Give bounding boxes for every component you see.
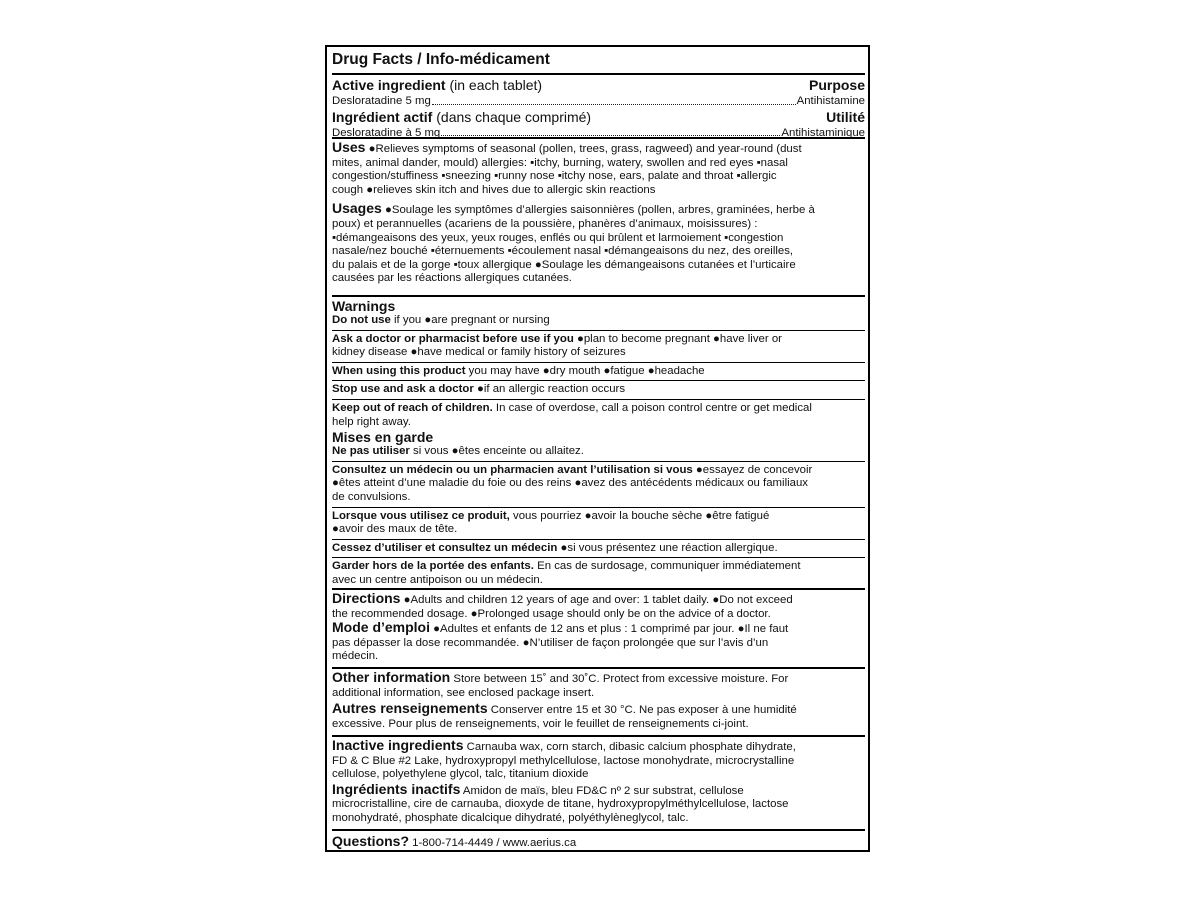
usages-text-line: poux) et perannuelles (acariens de la poussière, phanères d’animaux, moisissures) : bbox=[332, 217, 758, 230]
uses-text-line: mites, animal dander, mould) allergies: ▪itchy, burning, watery, swollen and red eyes ▪nasal bbox=[332, 156, 788, 169]
active-ingredient-heading: Active ingredient bbox=[332, 77, 446, 93]
questions-section bbox=[332, 831, 865, 852]
drug-facts-title: Drug Facts / Info-médicament bbox=[332, 51, 550, 68]
ingredient-actif-paren: (dans chaque comprimé) bbox=[432, 108, 592, 125]
warnings-heading: Warnings bbox=[332, 298, 396, 314]
autres-renseignements-heading: Autres renseignements bbox=[332, 700, 488, 717]
active-ingredient-name: Desloratadine 5 mg bbox=[332, 95, 431, 107]
mise-en-garde-garder-hors: Garder hors de la portée des enfants. En cas de surdosage, communiquer immédiatement avec un centre antipoison ou un médecin. bbox=[332, 560, 801, 586]
mise-en-garde-cessez: Cessez d’utiliser et consultez un médecin ●si vous présentez une réaction allergique. bbox=[332, 540, 865, 559]
ingredients-inactifs-heading: Ingrédients inactifs bbox=[332, 780, 461, 797]
directions-heading: Directions bbox=[332, 590, 401, 606]
usages-text-line: causées par les réactions allergiques cutanées. bbox=[332, 272, 572, 285]
uses-section bbox=[332, 139, 865, 297]
mise-en-garde-lorsque: Lorsque vous utilisez ce produit, vous pourriez ●avoir la bouche sèche ●être fatigué ●avoir des maux de tête. bbox=[332, 508, 865, 540]
ingredient-actif-name: Desloratadine à 5 mg bbox=[332, 126, 441, 139]
warning-stop-use: Stop use and ask a doctor ●if an allergic reaction occurs bbox=[332, 381, 865, 400]
mode-emploi-heading: Mode d’emploi bbox=[332, 619, 430, 636]
other-information-section: Other information Store between 15˚ and 30˚C. Protect from excessive moisture. For additional information, see enclosed package insert. Autres renseignements Conserver entre 15 et 30 °C. Ne pas exposer à une humidité excessive. Pour plus de renseignements, voir le feuillet de renseignements ci-joint. bbox=[332, 669, 865, 737]
dot-leader bbox=[441, 127, 780, 137]
mises-en-garde-heading: Mises en garde bbox=[332, 429, 434, 446]
warning-keep-out-of-reach: Keep out of reach of children. In case of overdose, call a poison control centre or get medical help right away. bbox=[332, 401, 812, 428]
inactive-ingredients-heading: Inactive ingredients bbox=[332, 737, 464, 753]
active-ingredient-paren: (in each tablet) bbox=[445, 77, 543, 93]
ingredient-actif-heading: Ingrédient actif bbox=[332, 108, 433, 125]
warning-do-not-use: Do not use if you ●are pregnant or nursing bbox=[332, 314, 865, 331]
uses-text-line: cough ●relieves skin itch and hives due to allergic skin reactions bbox=[332, 183, 656, 196]
questions-heading: Questions? bbox=[332, 833, 410, 849]
warnings-section bbox=[332, 297, 865, 590]
questions-contact: 1-800-714-4449 / www.aerius.ca bbox=[409, 837, 577, 849]
mise-en-garde-consultez: Consultez un médecin ou un pharmacien avant l’utilisation si vous ●essayez de concevoir ●êtes atteint d’une maladie du foie ou des reins ●avez des antécédents médicaux ou familiaux de convulsions. bbox=[332, 462, 865, 508]
usages-text-line: nasale/nez bouché ▪éternuements ▪écoulement nasal ▪démangeaisons du nez, des oreilles, bbox=[332, 245, 794, 258]
drug-facts-panel bbox=[325, 45, 870, 852]
purpose-heading: Purpose bbox=[808, 77, 865, 93]
usages-text-line: ▪démangeaisons des yeux, yeux rouges, enflés ou qui brûlent et larmoiement ▪congestion bbox=[332, 231, 784, 244]
warning-ask-doctor: Ask a doctor or pharmacist before use if you ●plan to become pregnant ●have liver or kidney disease ●have medical or family history of seizures bbox=[332, 331, 865, 363]
usages-heading: Usages bbox=[332, 200, 382, 217]
other-information-heading: Other information bbox=[332, 669, 451, 685]
drug-facts-title-section bbox=[332, 47, 865, 75]
usages-text-line: du palais et de la gorge ▪toux allergique ●Soulage les démangeaisons cutanées et l’urticaire bbox=[332, 258, 796, 271]
utilite-heading: Utilité bbox=[826, 108, 865, 125]
directions-section: Directions ●Adults and children 12 years of age and over: 1 tablet daily. ●Do not exceed the recommended dosage. ●Prolonged usage should only be on the advice of a doctor. Mode d’emploi ●Adultes et enfants de 12 ans et plus : 1 comprimé par jour. ●Il ne faut pas dépasser la dose recommandée. ●N’utiliser de façon prolongée que sur l’avis d’un médecin. bbox=[332, 590, 865, 669]
usages-text-line: ●Soulage les symptômes d’allergies saisonnières (pollen, arbres, graminées, herbe à bbox=[384, 204, 815, 217]
dot-leader bbox=[432, 95, 796, 105]
warning-when-using: When using this product you may have ●dry mouth ●fatigue ●headache bbox=[332, 363, 865, 382]
uses-text-line: ●Relieves symptoms of seasonal (pollen, trees, grass, ragweed) and year-round (dust bbox=[368, 143, 802, 155]
ingredient-actif-utilite: Antihistaminique bbox=[781, 126, 865, 139]
active-ingredient-section bbox=[332, 75, 865, 139]
active-ingredient-purpose: Antihistamine bbox=[796, 95, 865, 107]
mise-en-garde-ne-pas-utiliser: Ne pas utiliser si vous ●êtes enceinte ou allaitez. bbox=[332, 445, 865, 462]
uses-text-line: congestion/stuffiness ▪sneezing ▪runny nose ▪itchy nose, ears, palate and throat ▪allergic bbox=[332, 170, 777, 183]
inactive-ingredients-section: Inactive ingredients Carnauba wax, corn starch, dibasic calcium phosphate dihydrate, FD & C Blue #2 Lake, hydroxypropyl methylcellulose, lactose monohydrate, microcrystalline cellulose, polyethylene glycol, talc, titanium dioxide Ingrédients inactifs Amidon de maïs, bleu FD&C nº 2 sur substrat, cellulose microcristalline, cire de carnauba, dioxyde de titane, hydroxypropylméthylcellulose, lactose monohydraté, phosphate dicalcique dihydraté, polyéthylèneglycol, talc. bbox=[332, 737, 865, 831]
uses-heading: Uses bbox=[332, 139, 366, 155]
